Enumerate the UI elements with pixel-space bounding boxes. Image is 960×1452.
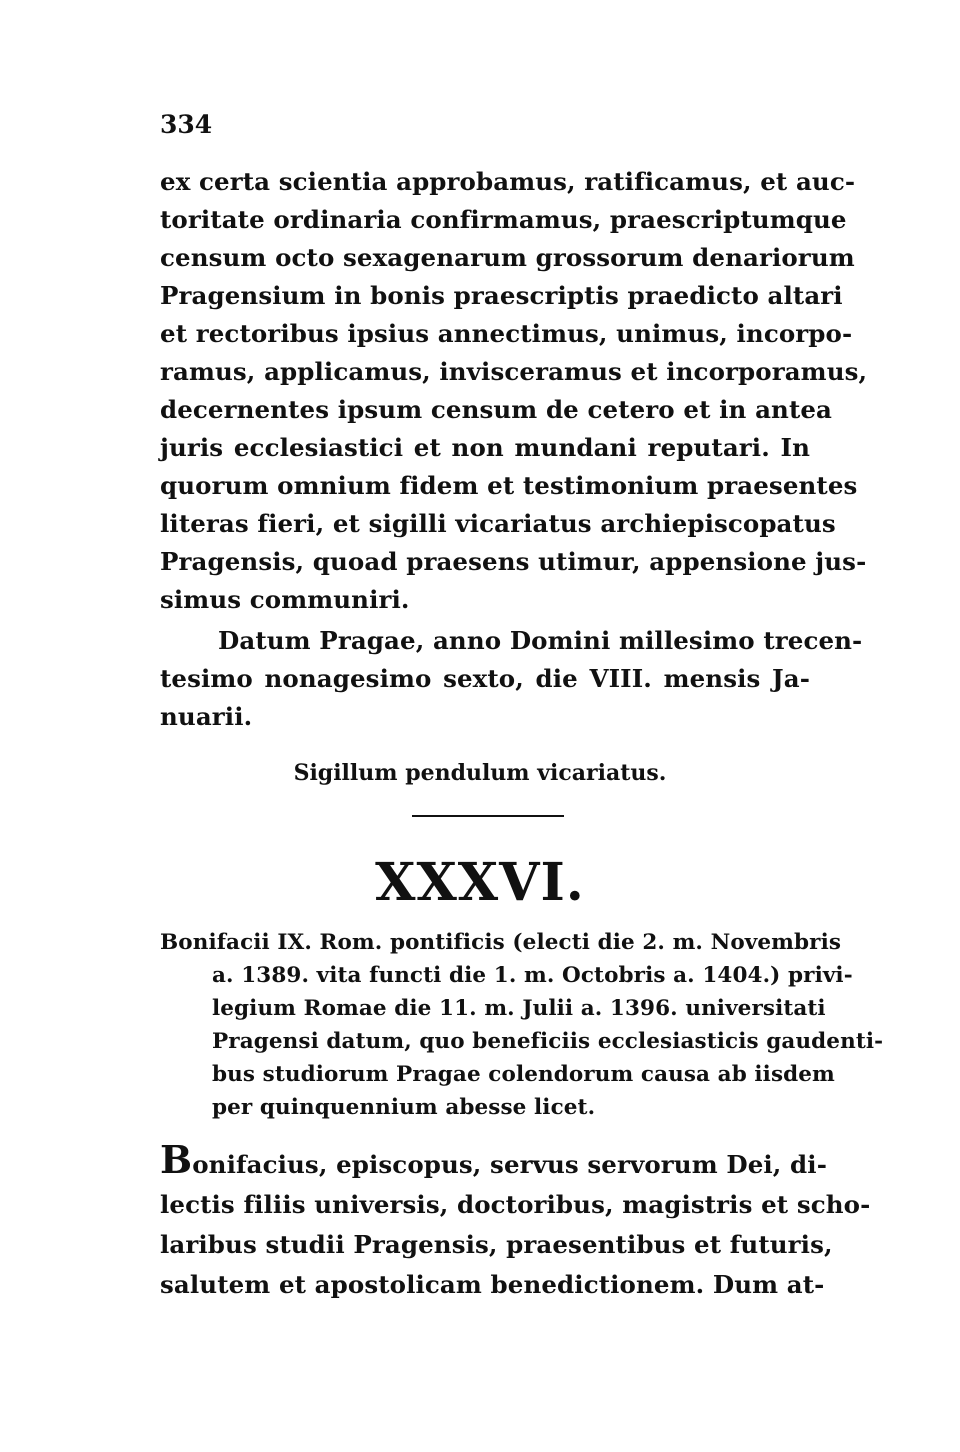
section-divider [412, 815, 564, 817]
text-line: toritate ordinaria confirmamus, praescriptumque [160, 205, 847, 234]
text-line: laribus studii Pragensis, praesentibus et futuris, [160, 1230, 833, 1259]
text-line: et rectoribus ipsius annectimus, unimus, incorpo- [160, 319, 853, 348]
text-line: Datum Pragae, anno Domini millesimo trecen- [218, 626, 863, 655]
text-line: juris ecclesiastici et non mundani reputari. In [160, 433, 810, 462]
first-line-text: onifacius, episcopus, servus servorum Dei, di- [192, 1150, 827, 1179]
text-line: a. 1389. vita functi die 1. m. Octobris a. 1404.) privi- [212, 963, 853, 988]
initial-letter: B [160, 1137, 193, 1182]
text-line: legium Romae die 11. m. Julii a. 1396. universitati [212, 996, 826, 1021]
text-line-first [160, 1137, 827, 1185]
text-line: Pragensium in bonis praescriptis praedicto altari [160, 281, 843, 310]
document-summary [160, 926, 884, 1124]
text-line: simus communiri. [160, 585, 410, 614]
text-line: Bonifacii IX. Rom. pontificis (electi die 2. m. Novembris [160, 930, 842, 955]
document-body [160, 1137, 871, 1305]
page-number: 334 [160, 110, 213, 139]
text-line: tesimo nonagesimo sexto, die VIII. mensis Ja- [160, 664, 810, 693]
section-numeral: XXXVI. [375, 852, 585, 913]
text-line: salutem et apostolicam benedictionem. Dum at- [160, 1270, 825, 1299]
text-line: censum octo sexagenarum grossorum denariorum [160, 243, 855, 272]
text-line: quorum omnium fidem et testimonium praesentes [160, 471, 858, 500]
text-line: per quinquennium abesse licet. [212, 1095, 596, 1120]
text-line: ex certa scientia approbamus, ratificamus, et auc- [160, 167, 856, 196]
text-line: bus studiorum Pragae colendorum causa ab iisdem [212, 1062, 835, 1087]
paragraph-continuation [160, 163, 868, 619]
text-line: ramus, applicamus, invisceramus et incorporamus, [160, 357, 868, 386]
seal-note: Sigillum pendulum vicariatus. [293, 760, 667, 786]
text-line: lectis filiis universis, doctoribus, magistris et scho- [160, 1190, 871, 1219]
text-line: decernentes ipsum censum de cetero et in antea [160, 395, 833, 424]
dating-clause [160, 622, 863, 736]
text-line: Pragensi datum, quo beneficiis ecclesiasticis gaudenti- [212, 1029, 884, 1054]
text-line: Pragensis, quoad praesens utimur, appensione jus- [160, 547, 867, 576]
text-line: literas fieri, et sigilli vicariatus archiepiscopatus [160, 509, 836, 538]
text-line: nuarii. [160, 702, 253, 731]
